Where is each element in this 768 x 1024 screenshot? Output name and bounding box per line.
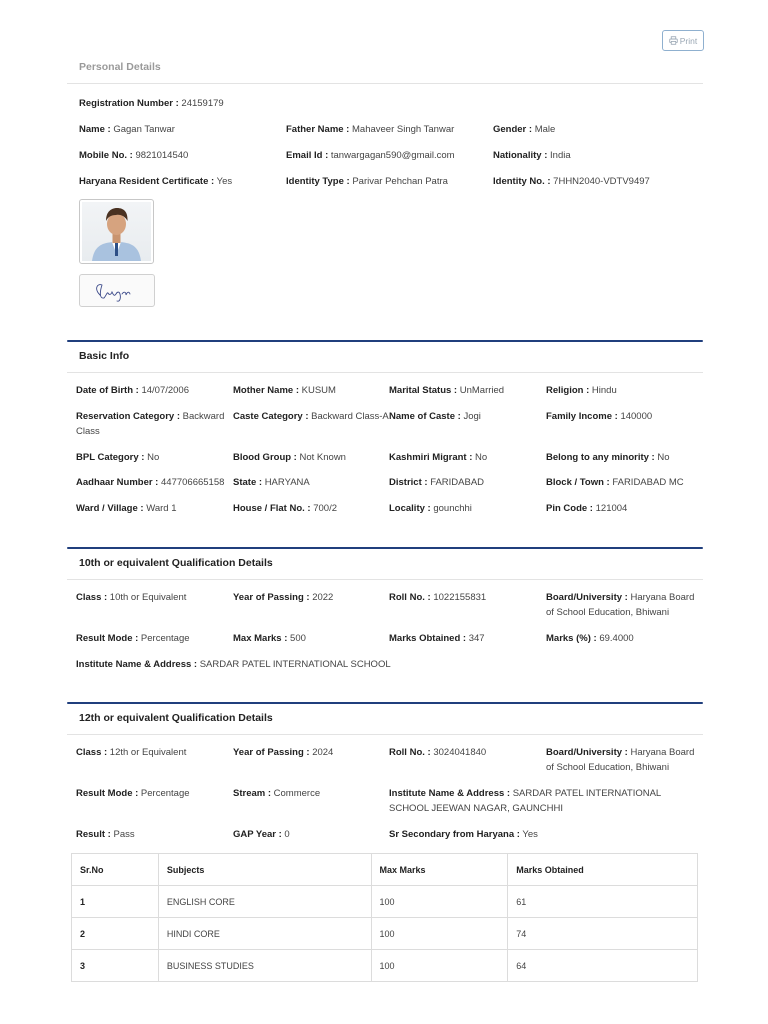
table-cell: BUSINESS STUDIES (158, 950, 371, 982)
table-cell: 100 (371, 918, 508, 950)
twelfth-details-title: 12th or equivalent Qualification Details (79, 712, 273, 724)
applicant-photo (79, 199, 154, 264)
column-header: Max Marks (371, 854, 508, 886)
divider (67, 83, 703, 84)
mother-name-field: Mother Name : KUSUM (233, 385, 336, 396)
table-cell: 1 (72, 886, 159, 918)
marital-status-field: Marital Status : UnMarried (389, 385, 505, 396)
haryana-resident-field: Haryana Resident Certificate : Yes (79, 176, 233, 187)
tenth-details-title: 10th or equivalent Qualification Details (79, 557, 273, 569)
table-cell: 100 (371, 950, 508, 982)
column-header: Subjects (158, 854, 371, 886)
table-cell: 100 (371, 886, 508, 918)
nationality-field: Nationality : India (493, 150, 571, 161)
tenth-class-field: Class : 10th or Equivalent (76, 592, 187, 603)
table-row (72, 918, 698, 950)
person-silhouette-icon (82, 202, 151, 261)
tenth-board-field: Board/University : Haryana Board of School Education, Bhiwani (546, 592, 695, 618)
column-header: Sr.No (72, 854, 159, 886)
tenth-year-field: Year of Passing : 2022 (233, 592, 334, 603)
identity-type-field: Identity Type : Parivar Pehchan Patra (286, 176, 448, 187)
dob-field: Date of Birth : 14/07/2006 (76, 385, 189, 396)
block-town-field: Block / Town : FARIDABAD MC (546, 477, 684, 488)
gender-field: Gender : Male (493, 124, 556, 135)
table-cell: 61 (508, 886, 698, 918)
twelfth-year-field: Year of Passing : 2024 (233, 747, 334, 758)
twelfth-class-field: Class : 12th or Equivalent (76, 747, 187, 758)
registration-number-field: Registration Number : 24159179 (79, 98, 224, 109)
printer-icon (669, 36, 678, 45)
name-field: Name : Gagan Tanwar (79, 124, 175, 135)
subjects-table (71, 853, 698, 982)
personal-details-title: Personal Details (79, 61, 161, 73)
table-cell: 74 (508, 918, 698, 950)
bpl-category-field: BPL Category : No (76, 452, 160, 463)
divider (67, 579, 703, 580)
tenth-roll-field: Roll No. : 1022155831 (389, 592, 487, 603)
basic-info-title: Basic Info (79, 350, 130, 362)
aadhaar-field: Aadhaar Number : 447706665158 (76, 477, 225, 488)
caste-category-field: Caste Category : Backward Class-A (233, 411, 389, 422)
twelfth-board-field: Board/University : Haryana Board of School Education, Bhiwani (546, 747, 695, 773)
print-label: Print (679, 35, 698, 46)
pin-code-field: Pin Code : 121004 (546, 503, 628, 514)
reservation-category-field: Reservation Category : Backward Class (76, 411, 225, 437)
table-cell: 2 (72, 918, 159, 950)
section-accent-bar (67, 340, 703, 342)
email-field: Email Id : tanwargagan590@gmail.com (286, 150, 455, 161)
twelfth-result-field: Result : Pass (76, 829, 135, 840)
caste-name-field: Name of Caste : Jogi (389, 411, 481, 422)
divider (67, 734, 703, 735)
section-accent-bar (67, 547, 703, 549)
twelfth-sr-secondary-field: Sr Secondary from Haryana : Yes (389, 829, 538, 840)
state-field: State : HARYANA (233, 477, 310, 488)
section-accent-bar (67, 702, 703, 704)
table-row (72, 950, 698, 982)
mobile-field: Mobile No. : 9821014540 (79, 150, 189, 161)
table-cell: 64 (508, 950, 698, 982)
blood-group-field: Blood Group : Not Known (233, 452, 346, 463)
table-cell: 3 (72, 950, 159, 982)
signature-image (80, 275, 155, 307)
kashmiri-migrant-field: Kashmiri Migrant : No (389, 452, 488, 463)
tenth-marks-percent-field: Marks (%) : 69.4000 (546, 633, 634, 644)
religion-field: Religion : Hindu (546, 385, 617, 396)
tenth-max-marks-field: Max Marks : 500 (233, 633, 306, 644)
applicant-signature (79, 274, 155, 307)
column-header: Marks Obtained (508, 854, 698, 886)
twelfth-institute-field: Institute Name & Address : SARDAR PATEL INTERNATIONAL SCHOOL JEEWAN NAGAR, GAUNCHHI (389, 788, 661, 814)
district-field: District : FARIDABAD (389, 477, 485, 488)
table-cell: ENGLISH CORE (158, 886, 371, 918)
table-row (72, 886, 698, 918)
tenth-marks-obtained-field: Marks Obtained : 347 (389, 633, 485, 644)
tenth-result-mode-field: Result Mode : Percentage (76, 633, 190, 644)
twelfth-stream-field: Stream : Commerce (233, 788, 321, 799)
house-flat-field: House / Flat No. : 700/2 (233, 503, 338, 514)
print-button[interactable] (662, 30, 704, 51)
minority-field: Belong to any minority : No (546, 452, 670, 463)
ward-village-field: Ward / Village : Ward 1 (76, 503, 177, 514)
identity-no-field: Identity No. : 7HHN2040-VDTV9497 (493, 176, 650, 187)
tenth-institute-field: Institute Name & Address : SARDAR PATEL INTERNATIONAL SCHOOL (76, 659, 391, 670)
twelfth-gap-year-field: GAP Year : 0 (233, 829, 290, 840)
father-name-field: Father Name : Mahaveer Singh Tanwar (286, 124, 455, 135)
twelfth-result-mode-field: Result Mode : Percentage (76, 788, 190, 799)
locality-field: Locality : gounchhi (389, 503, 472, 514)
twelfth-roll-field: Roll No. : 3024041840 (389, 747, 487, 758)
table-header-row (72, 854, 698, 886)
table-cell: HINDI CORE (158, 918, 371, 950)
family-income-field: Family Income : 140000 (546, 411, 653, 422)
divider (67, 372, 703, 373)
